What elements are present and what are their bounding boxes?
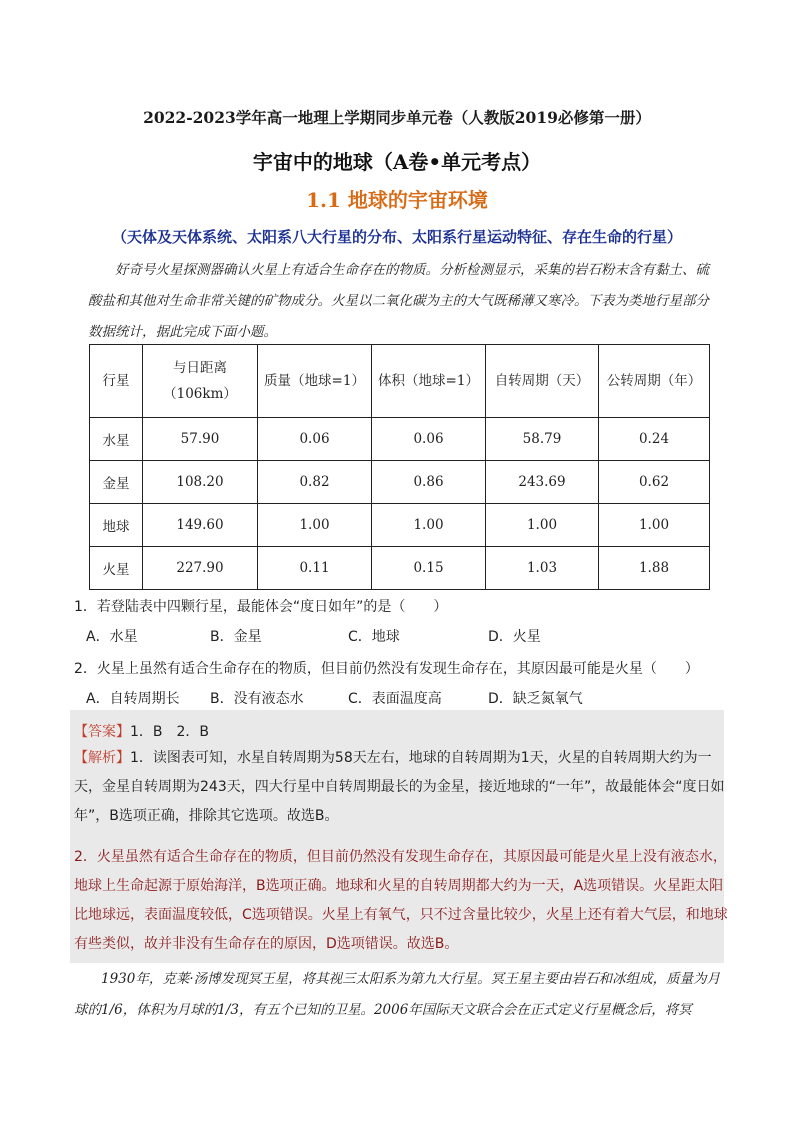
analysis-paragraph-1	[74, 744, 726, 831]
option-c: C．地球	[348, 629, 400, 645]
table-cell: 水星	[90, 418, 143, 461]
table-cell: 1.00	[599, 504, 710, 547]
answer-text: 1．B 2．B	[130, 724, 210, 740]
unit-title: 宇宙中的地球（A卷•单元考点）	[252, 150, 542, 174]
table-cell: 149.60	[143, 504, 258, 547]
table-cell: 57.90	[143, 418, 258, 461]
planet-data-table	[89, 344, 710, 590]
table-row	[90, 547, 710, 590]
analysis-paragraph-2: 2．火星虽然有适合生命存在的物质，但目前仍然没有发现生命存在，其原因最可能是火星上没有液态水，地球上生命起源于原始海洋，B选项正确。地球和火星的自转周期都大约为一天，A选项错误。火星距太阳比地球远，表面温度较低，C选项错误。火星上有氧气，只不过含量比较少，火星上还有着大气层，和地球有些类似，故并非没有生命存在的原因，D选项错误。故选B。	[74, 849, 728, 952]
header-cell-distance	[143, 345, 258, 418]
question-2-options	[86, 688, 583, 708]
table-cell: 0.24	[599, 418, 710, 461]
table-row	[90, 504, 710, 547]
table-cell: 1.00	[486, 504, 599, 547]
table-cell: 0.86	[372, 461, 486, 504]
intro-paragraph: 好奇号火星探测器确认火星上有适合生命存在的物质。分析检测显示，采集的岩石粉末含有黏土、硫酸盐和其他对生命非常关键的矿物成分。火星以二氧化碳为主的大气既稀薄又寒冷。下表为类地行星部分数据统计，据此完成下面小题。	[88, 262, 709, 340]
header-cell: 行星	[90, 345, 143, 418]
header-cell: 体积（地球=1）	[372, 345, 486, 418]
option-a: A．自转周期长	[86, 691, 180, 707]
outro-paragraph: 1930年，克莱·汤博发现冥王星，将其视三太阳系为第九大行星。冥王星主要由岩石和冰组成，质量为月球的1/6，体积为月球的1/3，有五个已知的卫星。2006年国际天文联合会在正式定义行星概念后，将冥	[74, 971, 721, 1018]
question-1-options	[86, 626, 541, 646]
table-cell: 0.06	[258, 418, 372, 461]
exam-title: 2022-2023学年高一地理上学期同步单元卷（人教版2019必修第一册）	[143, 108, 651, 127]
answer-line	[74, 721, 209, 741]
answer-tag: 【答案】	[74, 724, 130, 740]
table-row	[90, 418, 710, 461]
option-d: D．缺乏氮氧气	[488, 691, 583, 707]
section-title: 1.1 地球的宇宙环境	[306, 188, 488, 212]
header-cell: 自转周期（天）	[486, 345, 599, 418]
table-cell: 1.00	[372, 504, 486, 547]
analysis-tag: 【解析】	[74, 750, 130, 766]
table-cell: 1.88	[599, 547, 710, 590]
table-cell: 1.00	[258, 504, 372, 547]
question-2-text: 2．火星上虽然有适合生命存在的物质，但目前仍然没有发现生命存在，其原因最可能是火星（ ）	[74, 661, 699, 677]
table-cell: 108.20	[143, 461, 258, 504]
table-cell: 0.82	[258, 461, 372, 504]
option-d: D．火星	[488, 629, 541, 645]
question-1: 1．若登陆表中四颗行星，最能体会“度日如年”的是（ ）	[74, 599, 448, 615]
table-row	[90, 461, 710, 504]
header-cell-distance-line2: （106km）	[163, 386, 237, 402]
table-cell: 227.90	[143, 547, 258, 590]
table-cell: 58.79	[486, 418, 599, 461]
analysis-text-1: 1．读图表可知，水星自转周期为58天左右，地球的自转周期为1天，火星的自转周期大约为一天，金星自转周期为243天，四大行星中自转周期最长的为金星，接近地球的“一年”，故最能体会“度日如年”，B选项正确，排除其它选项。故选B。	[74, 750, 725, 824]
header-cell-distance-line1: 与日距离	[173, 360, 227, 376]
option-c: C．表面温度高	[348, 691, 442, 707]
table-header-row	[90, 345, 710, 418]
table-cell: 0.62	[599, 461, 710, 504]
option-a: A．水星	[86, 629, 138, 645]
option-b: B．没有液态水	[210, 691, 304, 707]
table-cell: 1.03	[486, 547, 599, 590]
table-cell: 金星	[90, 461, 143, 504]
topics-subtitle: （天体及天体系统、太阳系八大行星的分布、太阳系行星运动特征、存在生命的行星）	[111, 228, 682, 246]
option-b: B．金星	[210, 629, 262, 645]
table-cell: 0.06	[372, 418, 486, 461]
table-cell: 243.69	[486, 461, 599, 504]
table-cell: 0.15	[372, 547, 486, 590]
header-cell: 质量（地球=1）	[258, 345, 372, 418]
header-cell: 公转周期（年）	[599, 345, 710, 418]
table-cell: 火星	[90, 547, 143, 590]
table-cell: 地球	[90, 504, 143, 547]
table-cell: 0.11	[258, 547, 372, 590]
